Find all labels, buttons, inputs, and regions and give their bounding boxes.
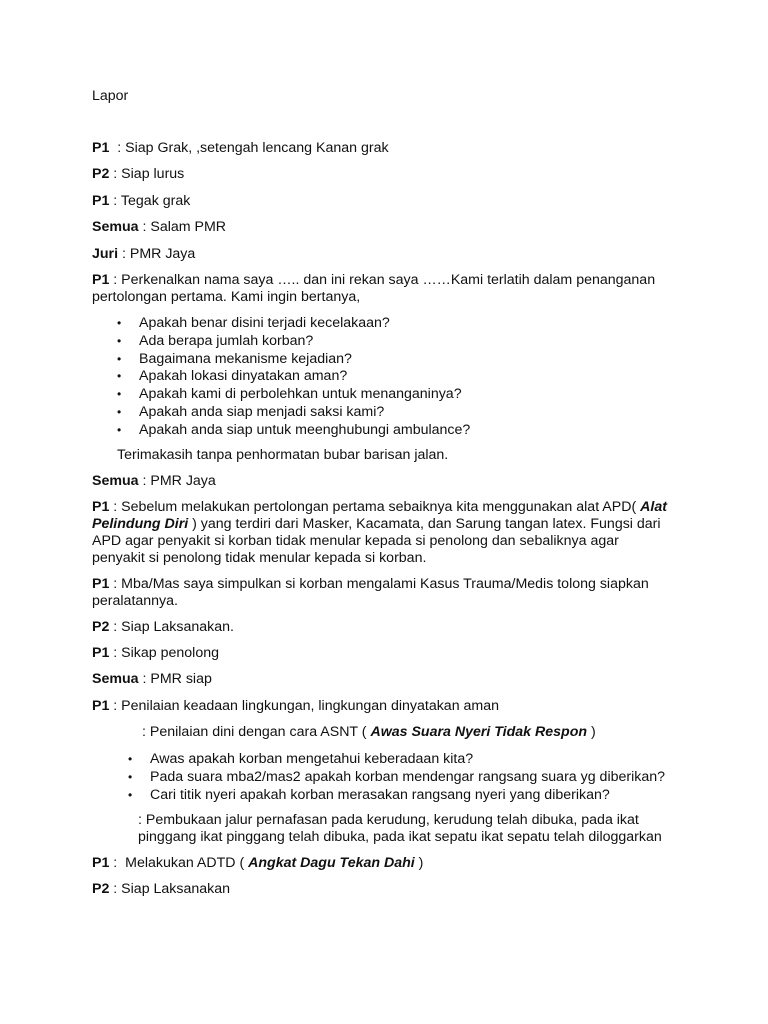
speaker-label: Semua bbox=[92, 473, 139, 489]
bullet-icon: • bbox=[117, 387, 122, 402]
list-item: • Apakah anda siap menjadi saksi kami? bbox=[117, 403, 385, 420]
dialogue-line: Semua : PMR siap bbox=[92, 671, 212, 687]
bullet-icon: • bbox=[128, 787, 133, 802]
dialogue-line: P1 : Sikap penolong bbox=[92, 645, 220, 661]
list-item: • Apakah benar disini terjadi kecelakaan? bbox=[117, 315, 390, 331]
dialogue-line bbox=[92, 219, 226, 236]
speaker-label: Semua bbox=[92, 671, 139, 687]
speaker-label: P1 bbox=[92, 698, 110, 714]
bullet-icon: • bbox=[128, 769, 133, 784]
emphasis-text: Pelindung Diri bbox=[92, 516, 189, 532]
speaker-label: P1 bbox=[92, 855, 110, 871]
speaker-label: P1 bbox=[92, 193, 110, 209]
speaker-label: P1 bbox=[92, 140, 110, 156]
list-item: • Apakah lokasi dinyatakan aman? bbox=[117, 368, 348, 385]
doc-title: Lapor bbox=[92, 88, 129, 104]
dialogue-line bbox=[92, 166, 184, 183]
speaker-label: P1 bbox=[92, 272, 110, 288]
speaker-label: P2 bbox=[92, 166, 110, 182]
emphasis-text: Alat bbox=[640, 499, 667, 515]
dialogue-line: P2 : Siap Laksanakan. bbox=[92, 619, 234, 635]
dialogue-paragraph: P1 : Sebelum melakukan pertolongan pertama sebaiknya kita menggunakan alat APD( Alat Pelindung Diri ) yang terdiri dari Masker, Kacamata, dan Sarung tangan latex. Fungsi dari APD agar penyakit si korban tidak menular kepada si penolong dan sebaliknya agar penyakit si penolong tidak menular kepada si korban. bbox=[92, 499, 667, 566]
dialogue-line: P1 : Melakukan ADTD ( Angkat Dagu Tekan Dahi ) bbox=[92, 855, 424, 871]
bullet-icon: • bbox=[117, 422, 122, 437]
dialogue-text: : PMR Jaya bbox=[118, 246, 196, 262]
dialogue-text: : Siap lurus bbox=[109, 166, 185, 182]
closing-text: Terimakasih tanpa penhormatan bubar barisan jalan. bbox=[117, 447, 449, 463]
emphasis-text: Awas Suara Nyeri Tidak Respon bbox=[370, 724, 588, 740]
dialogue-text: : Salam PMR bbox=[138, 219, 227, 235]
dialogue-line bbox=[92, 140, 389, 157]
speaker-label: P1 bbox=[92, 645, 110, 661]
dialogue-line: P1 : Penilaian keadaan lingkungan, lingkungan dinyatakan aman bbox=[92, 698, 500, 714]
bullet-icon: • bbox=[117, 351, 122, 366]
bullet-icon: • bbox=[117, 333, 122, 348]
list-item: • Awas apakah korban mengetahui keberadaan kita? bbox=[128, 751, 474, 767]
assessment-line: : Penilaian dini dengan cara ASNT ( Awas Suara Nyeri Tidak Respon ) bbox=[142, 724, 596, 740]
list-item: • Apakah kami di perbolehkan untuk menanganinya? bbox=[117, 386, 462, 403]
assessment-list bbox=[128, 751, 665, 804]
bullet-icon: • bbox=[117, 404, 122, 419]
list-item: • Ada berapa jumlah korban? bbox=[117, 332, 314, 349]
dialogue-paragraph: P1 : Mba/Mas saya simpulkan si korban mengalami Kasus Trauma/Medis tolong siapkan peralatannya. bbox=[92, 576, 649, 609]
speaker-label: P2 bbox=[92, 881, 110, 897]
bullet-icon: • bbox=[117, 316, 122, 330]
dialogue-line bbox=[92, 193, 190, 210]
dialogue-text: : Perkenalkan nama saya ….. dan ini rekan saya ……Kami terlatih dalam penanganan bbox=[109, 272, 656, 288]
list-item: • Cari titik nyeri apakah korban merasakan rangsang nyeri yang diberikan? bbox=[128, 786, 610, 803]
bullet-icon: • bbox=[117, 369, 122, 384]
speaker-label: Semua bbox=[92, 219, 139, 235]
dialogue-text: : PMR Jaya bbox=[138, 473, 216, 489]
speaker-label: P2 bbox=[92, 619, 110, 635]
list-item: • Apakah anda siap untuk meenghubungi ambulance? bbox=[117, 421, 471, 438]
emphasis-text: Angkat Dagu Tekan Dahi bbox=[248, 855, 415, 871]
speaker-label: Juri bbox=[92, 246, 119, 262]
bullet-icon: • bbox=[128, 752, 133, 766]
speaker-label: P1 bbox=[92, 499, 110, 515]
speaker-label: P1 bbox=[92, 576, 110, 592]
dialogue-line: P2 : Siap Laksanakan bbox=[92, 881, 231, 897]
airway-paragraph: : Pembukaan jalur pernafasan pada kerudung, kerudung telah dibuka, pada ikat pinggang ikat pinggang telah dibuka, pada ikat sepatu ikat sepatu telah diloggarkan bbox=[138, 812, 662, 845]
dialogue-text: : Siap Grak, ,setengah lencang Kanan grak bbox=[109, 140, 389, 156]
dialogue-line bbox=[92, 246, 195, 263]
dialogue-text: pertolongan pertama. Kami ingin bertanya, bbox=[92, 289, 361, 305]
dialogue-text: : Tegak grak bbox=[109, 193, 191, 209]
list-item: • Bagaimana mekanisme kejadian? bbox=[117, 350, 352, 367]
list-item: • Pada suara mba2/mas2 apakah korban mendengar rangsang suara yg diberikan? bbox=[128, 768, 666, 785]
dialogue-line bbox=[92, 473, 216, 490]
dialogue-paragraph bbox=[92, 272, 692, 306]
question-list bbox=[117, 315, 470, 440]
